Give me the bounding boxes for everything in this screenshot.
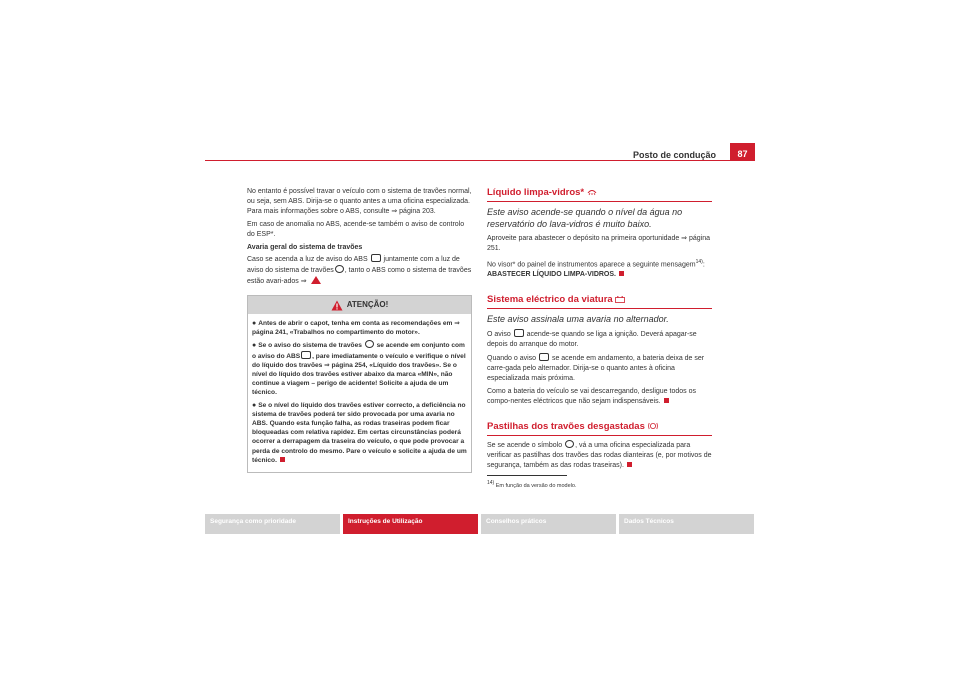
battery-icon	[615, 296, 625, 303]
tab-technical-data[interactable]: Dados Técnicos	[619, 514, 754, 534]
section-rule	[487, 201, 712, 202]
abs-warning-icon	[301, 351, 311, 359]
page-number-badge: 87	[730, 143, 755, 161]
section-washer-fluid	[487, 187, 712, 280]
footnote-ref: 14)	[695, 259, 703, 265]
footnote: $^{14)}$ Em função da versão do modelo.	[487, 480, 577, 490]
warning-header	[248, 296, 471, 314]
paragraph: No visor* do painel de instrumentos aparece a seguinte mensagem$^{14)}$: ABASTECER LÍQUIDO LIMPA-VIDROS.	[487, 259, 705, 279]
end-marker-icon	[280, 457, 285, 462]
left-column	[247, 187, 472, 473]
brake-pad-warning-icon	[565, 440, 574, 448]
warning-box	[247, 295, 472, 473]
warning-body	[248, 314, 471, 472]
section-title: Líquido limpa-vidros*	[487, 187, 712, 199]
paragraph: No entanto é possível travar o veículo com o sistema de travões normal, ou seja, sem ABS. Dirija-se o quanto antes a uma oficina especializada. Para mais informações sobre o ABS, consulte ⇒ página 203.	[247, 188, 472, 215]
warning-triangle-icon	[311, 276, 321, 284]
battery-warning-icon	[539, 353, 549, 361]
end-marker-icon	[627, 462, 632, 467]
end-marker-icon	[619, 271, 624, 276]
brake-warning-icon	[365, 340, 374, 348]
end-marker-icon	[664, 398, 669, 403]
warning-triangle-icon	[331, 300, 343, 311]
section-rule	[487, 435, 712, 436]
paragraph: Aproveite para abastecer o depósito na primeira oportunidade ⇒ página 251.	[487, 235, 711, 252]
footnote-rule	[487, 475, 567, 476]
subheading: Avaria geral do sistema de travões	[247, 244, 363, 251]
warning-title: ATENÇÃO!	[346, 300, 389, 309]
warning-item: ● Se o aviso do sistema de travões se acende em conjunto com o aviso do ABS , pare imediatamente o veículo e verifique o nível do líquido dos travões ⇒ página 254, «Líquido dos travões». Se o nível do líquido dos travões estiver abaixo da marca «MIN», não continue a viagem – perigo de acidente! Solicite a ajuda de um técnico.	[252, 342, 466, 397]
washer-fluid-icon	[587, 188, 597, 196]
paragraph: O aviso acende-se quando se liga a ignição. Deverá apagar-se depois do arranque do motor.	[487, 331, 697, 349]
section-title: Sistema eléctrico da viatura	[487, 294, 712, 306]
header-rule	[205, 160, 755, 161]
section-subtitle: Este aviso acende-se quando o nível da água no reservatório do lava-vidros é muito baixo.	[487, 207, 683, 229]
section-subtitle: Este aviso assinala uma avaria no alternador.	[487, 314, 669, 325]
battery-warning-icon	[514, 329, 524, 337]
paragraph: Quando o aviso se acende em andamento, a bateria deixa de ser carre-gada pelo alternador. Dirija-se o quanto antes à oficina especializada mais próxima.	[487, 355, 705, 383]
warning-item: ● Antes de abrir o capot, tenha em conta as recomendações em ⇒ página 241, «Trabalhos no compartimento do motor».	[252, 320, 460, 337]
section-brake-pads	[487, 421, 712, 471]
right-column	[487, 187, 712, 490]
tab-practical-tips[interactable]: Conselhos práticos	[481, 514, 616, 534]
running-header: Posto de condução	[632, 150, 716, 160]
paragraph: Em caso de anomalia no ABS, acende-se também o aviso de controlo do ESP*.	[247, 221, 465, 238]
warning-item: ● Se o nível do líquido dos travões estiver correcto, a deficiência no sistema de travões poderá ter sido provocada por uma avaria no ABS. Quando esta função falha, as rodas traseiras podem ficar bloqueadas com relativa rapidez. Em certas circunstâncias poderá ocorrer a derrapagem da traseira do veículo, o que pode provocar a perda de controlo do mesmo. Pare o veículo e solicite a ajuda de um técnico.	[252, 401, 467, 464]
tab-safety[interactable]: Segurança como prioridade	[205, 514, 340, 534]
tab-operating-instructions[interactable]: Instruções de Utilização	[343, 514, 478, 534]
section-rule	[487, 308, 712, 309]
paragraph: Como a bateria do veículo se vai descarregando, desligue todos os compo-nentes eléctricos que não sejam indispensáveis.	[487, 388, 696, 406]
section-electrical-system	[487, 294, 712, 407]
section-title: Pastilhas dos travões desgastadas	[487, 421, 712, 433]
abs-warning-icon	[371, 254, 381, 262]
brake-pad-icon	[648, 422, 658, 430]
paragraph: Se se acende o símbolo , vá a uma oficina especializada para verificar as pastilhas dos travões das rodas dianteiras (e, por motivos de segurança, também as das rodas traseiras).	[487, 442, 712, 470]
paragraph: Caso se acenda a luz de aviso do ABS juntamente com a luz de aviso do sistema de travões , tanto o ABS como o sistema de travões estão avari-ados ⇒	[247, 256, 472, 285]
brake-warning-icon	[335, 265, 344, 273]
